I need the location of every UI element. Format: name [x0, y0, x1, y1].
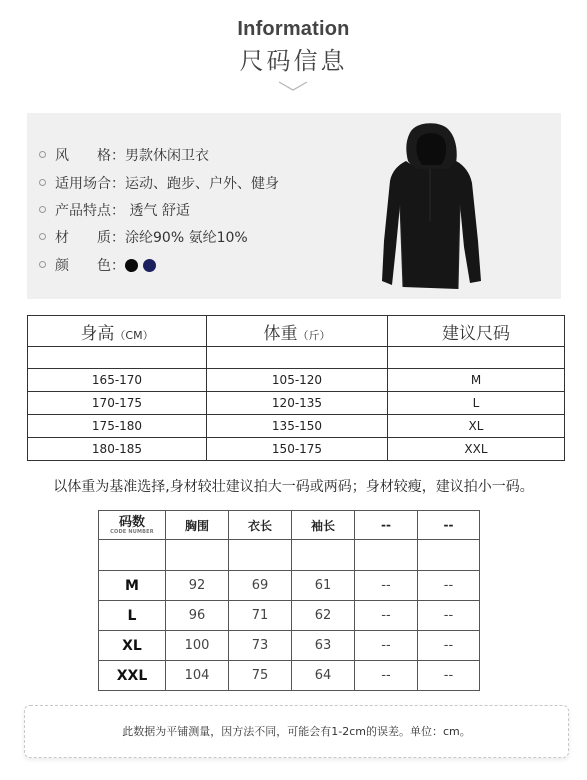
measurement-disclaimer: 此数据为平铺测量，因方法不同，可能会有1-2cm的误差。单位：cm。 [24, 705, 569, 758]
header-length: 衣长 [229, 511, 292, 540]
bullet-icon [39, 151, 46, 158]
table-row: M 92 69 61 -- -- [99, 571, 480, 601]
bullet-icon [39, 233, 46, 240]
table-spacer-row [28, 347, 565, 369]
header-size: 建议尺码 [388, 316, 565, 347]
info-row-material [39, 227, 248, 249]
info-label: 风 格： [55, 148, 125, 164]
product-info-panel [27, 113, 561, 299]
header-blank-2: -- [418, 511, 480, 540]
header-blank-1: -- [355, 511, 418, 540]
info-value: 男款休闲卫衣 [125, 148, 209, 164]
info-value: 透气 舒适 [125, 203, 190, 219]
table-spacer-row [99, 540, 480, 571]
info-label: 材 质： [55, 230, 125, 246]
info-label: 产品特点： [55, 203, 125, 219]
info-row-features [39, 200, 190, 222]
table-row: 175-180 135-150 XL [28, 415, 565, 438]
info-row-style [39, 145, 209, 167]
info-value: 涂纶90% 氨纶10% [125, 230, 248, 246]
bullet-icon [39, 261, 46, 268]
table-row: L 96 71 62 -- -- [99, 601, 480, 631]
bullet-icon [39, 179, 46, 186]
measurement-table [98, 510, 480, 691]
table-header-row [28, 316, 565, 347]
color-swatch-black[interactable] [125, 259, 138, 272]
info-row-occasion [39, 173, 279, 195]
color-swatch-navy[interactable] [143, 259, 156, 272]
bullet-icon [39, 206, 46, 213]
info-label: 颜 色： [55, 258, 125, 274]
header-code: 码数 CODE NUMBER [99, 511, 166, 540]
table-row: 170-175 120-135 L [28, 392, 565, 415]
header-chest: 胸围 [166, 511, 229, 540]
section-header [0, 18, 587, 76]
table-header-row [99, 511, 480, 540]
title-chinese: 尺码信息 [239, 47, 348, 75]
table-row: 180-185 150-175 XXL [28, 438, 565, 461]
chevron-down-icon [278, 80, 308, 92]
table-row: 165-170 105-120 M [28, 369, 565, 392]
header-height: 身高（CM） [28, 316, 207, 347]
info-label: 适用场合： [55, 176, 125, 192]
header-sleeve: 袖长 [292, 511, 355, 540]
info-row-color [39, 255, 161, 277]
table-row: XXL 104 75 64 -- -- [99, 661, 480, 691]
size-recommendation-table [27, 315, 565, 461]
hoodie-product-image [378, 121, 488, 293]
title-english: Information [237, 18, 350, 40]
size-advice-note: 以体重为基准选择,身材较壮建议拍大一码或两码；身材较瘦，建议拍小一码。 [53, 479, 534, 495]
table-row: XL 100 73 63 -- -- [99, 631, 480, 661]
header-weight: 体重（斤） [207, 316, 388, 347]
info-value: 运动、跑步、户外、健身 [125, 176, 279, 192]
